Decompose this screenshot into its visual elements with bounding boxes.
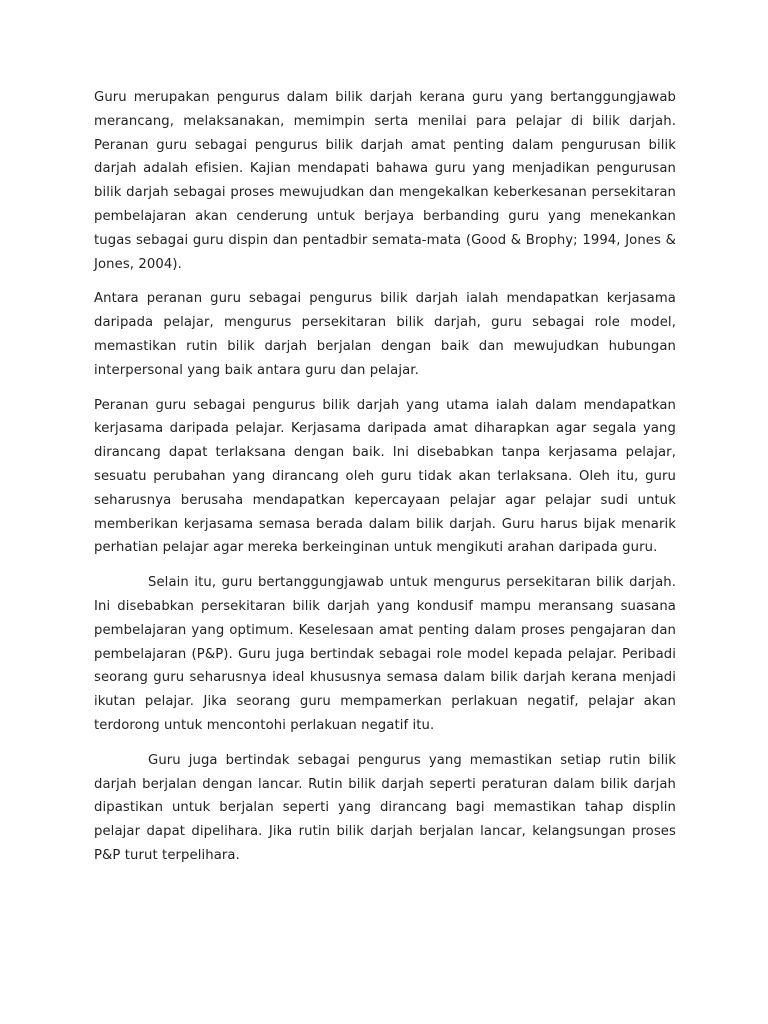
paragraph-4: Selain itu, guru bertanggungjawab untuk mengurus persekitaran bilik darjah. Ini disebabkan persekitaran bilik darjah yang kondusif mampu meransang suasana pembelajaran yang optimum. Keselesaan amat penting dalam proses pengajaran dan pembelajaran (P&P). Guru juga bertindak sebagai role model kepada pelajar. Peribadi seorang guru seharusnya ideal khususnya semasa dalam bilik darjah kerana menjadi ikutan pelajar. Jika seorang guru mempamerkan perlakuan negatif, pelajar akan terdorong untuk mencontohi perlakuan negatif itu. — [94, 575, 676, 733]
document-body — [94, 86, 676, 879]
paragraph-1: Guru merupakan pengurus dalam bilik darjah kerana guru yang bertanggungjawab merancang, melaksanakan, memimpin serta menilai para pelajar di bilik darjah. Peranan guru sebagai pengurus bilik darjah amat penting dalam pengurusan bilik darjah adalah efisien. Kajian mendapati bahawa guru yang menjadikan pengurusan bilik darjah sebagai proses mewujudkan dan mengekalkan keberkesanan persekitaran pembelajaran akan cenderung untuk berjaya berbanding guru yang menekankan tugas sebagai guru dispin dan pentadbir semata-mata (Good & Brophy; 1994, Jones & Jones, 2004). — [94, 90, 676, 272]
paragraph-3: Peranan guru sebagai pengurus bilik darjah yang utama ialah dalam mendapatkan kerjasama daripada pelajar. Kerjasama daripada amat diharapkan agar segala yang dirancang dapat terlaksana dengan baik. Ini disebabkan tanpa kerjasama pelajar, sesuatu perubahan yang dirancang oleh guru tidak akan terlaksana. Oleh itu, guru seharusnya berusaha mendapatkan kepercayaan pelajar agar pelajar sudi untuk memberikan kerjasama semasa berada dalam bilik darjah. Guru harus bijak menarik perhatian pelajar agar mereka berkeinginan untuk mengikuti arahan daripada guru. — [94, 397, 676, 556]
paragraph-5: Guru juga bertindak sebagai pengurus yang memastikan setiap rutin bilik darjah berjalan dengan lancar. Rutin bilik darjah seperti peraturan dalam bilik darjah dipastikan untuk berjalan seperti yang dirancang bagi memastikan tahap displin pelajar dapat dipelihara. Jika rutin bilik darjah berjalan lancar, kelangsungan proses P&P turut terpelihara. — [94, 752, 676, 863]
paragraph-2: Antara peranan guru sebagai pengurus bilik darjah ialah mendapatkan kerjasama daripada pelajar, mengurus persekitaran bilik darjah, guru sebagai role model, memastikan rutin bilik darjah berjalan dengan baik dan mewujudkan hubungan interpersonal yang baik antara guru dan pelajar. — [94, 291, 676, 378]
